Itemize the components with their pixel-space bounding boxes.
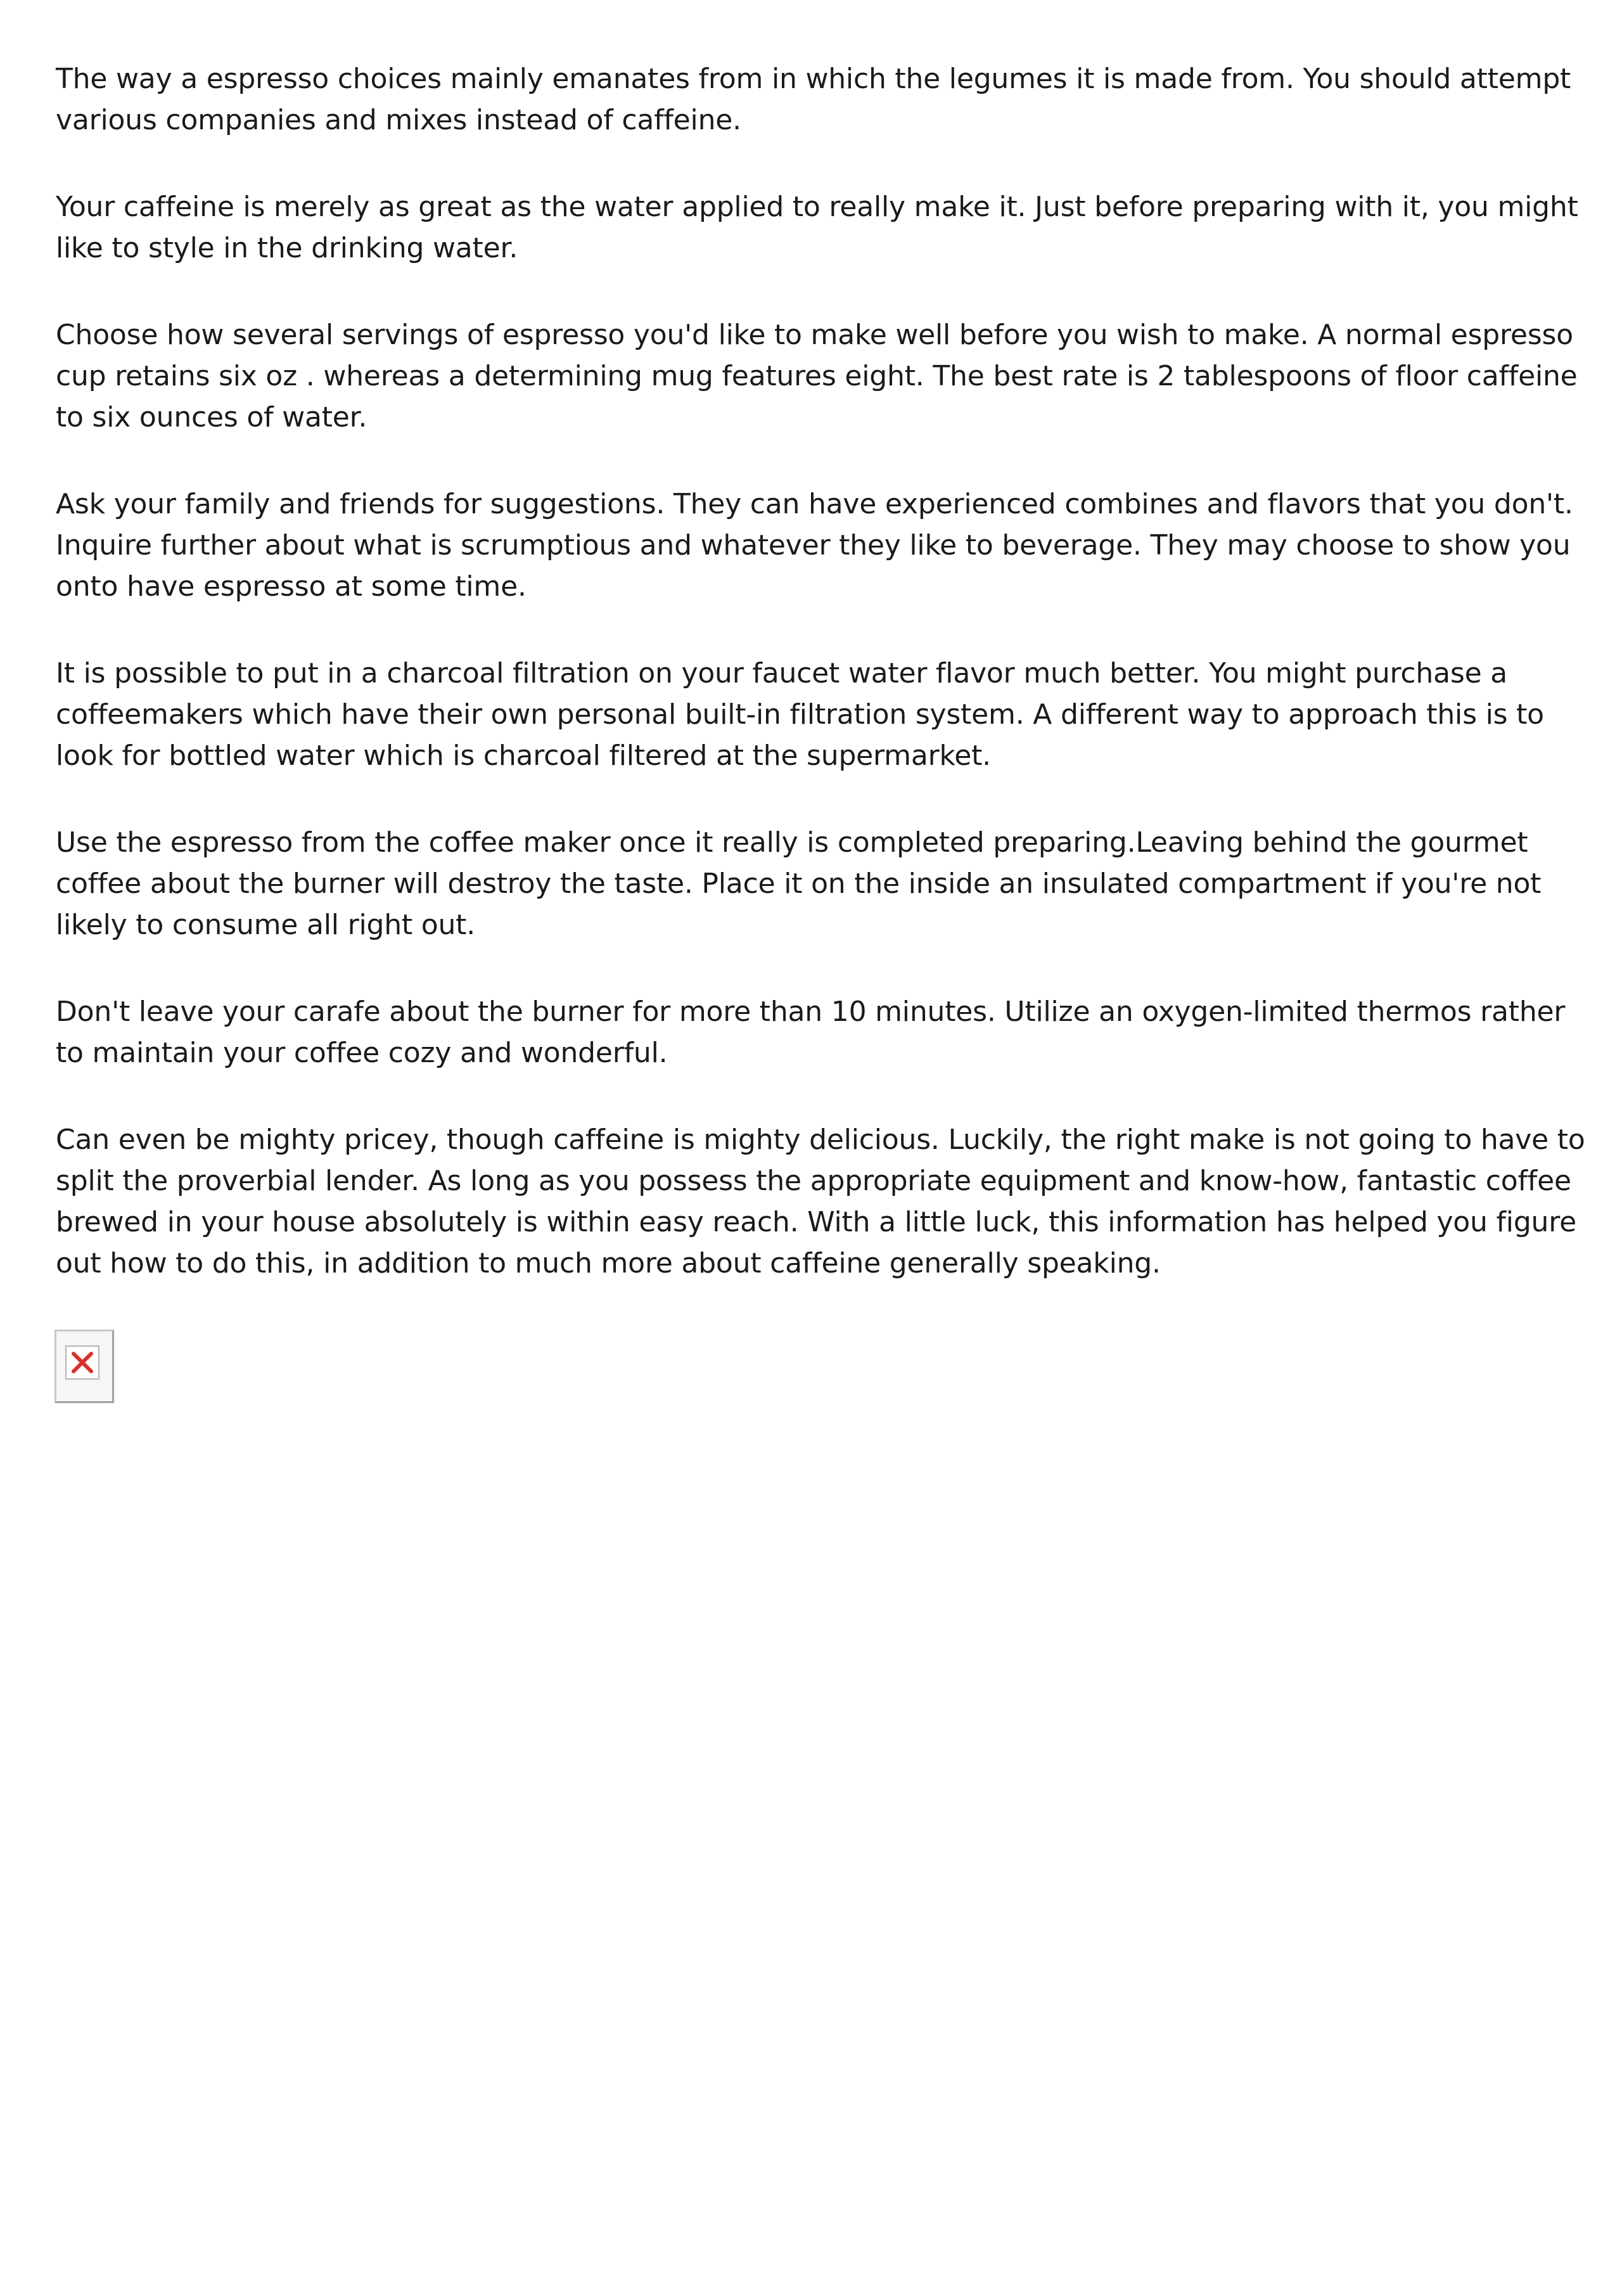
paragraph: Don't leave your carafe about the burner for more than 10 minutes. Utilize an oxygen-limited thermos rather to maintain your coffee cozy and wonderful. bbox=[56, 996, 1566, 1069]
paragraph: Choose how several servings of espresso you'd like to make well before you wish to make. A normal espresso cup retains six oz . whereas a determining mug features eight. The best rate is 2 tablespoons of floor caffeine to six ounces of water. bbox=[56, 319, 1578, 433]
close-x-icon bbox=[67, 1347, 98, 1378]
paragraph: It is possible to put in a charcoal filtration on your faucet water flavor much better. You might purchase a coffeemakers which have their own personal built-in filtration system. A different way to approach this is to look for bottled water which is charcoal filtered at the supermarket. bbox=[56, 657, 1544, 772]
broken-image-icon bbox=[65, 1345, 99, 1380]
paragraph: Your caffeine is merely as great as the water applied to really make it. Just before preparing with it, you might like to style in the drinking water. bbox=[56, 191, 1578, 264]
article-body bbox=[56, 58, 1595, 1330]
paragraph: Ask your family and friends for suggestions. They can have experienced combines and flavors that you don't. Inquire further about what is scrumptious and whatever they like to beverage. They may choose to show you onto have espresso at some time. bbox=[56, 488, 1573, 603]
paragraph: Can even be mighty pricey, though caffeine is mighty delicious. Luckily, the right make is not going to have to split the proverbial lender. As long as you possess the appropriate equipment and know-how, fantastic coffee brewed in your house absolutely is within easy reach. With a little luck, this information has helped you figure out how to do this, in addition to much more about caffeine generally speaking. bbox=[56, 1124, 1585, 1279]
paragraph: The way a espresso choices mainly emanates from in which the legumes it is made from. You should attempt various companies and mixes instead of caffeine. bbox=[56, 63, 1571, 136]
broken-image-placeholder bbox=[54, 1330, 114, 1403]
paragraph: Use the espresso from the coffee maker once it really is completed preparing.Leaving behind the gourmet coffee about the burner will destroy the taste. Place it on the inside an insulated compartment if you're not likely to consume all right out. bbox=[56, 826, 1542, 941]
